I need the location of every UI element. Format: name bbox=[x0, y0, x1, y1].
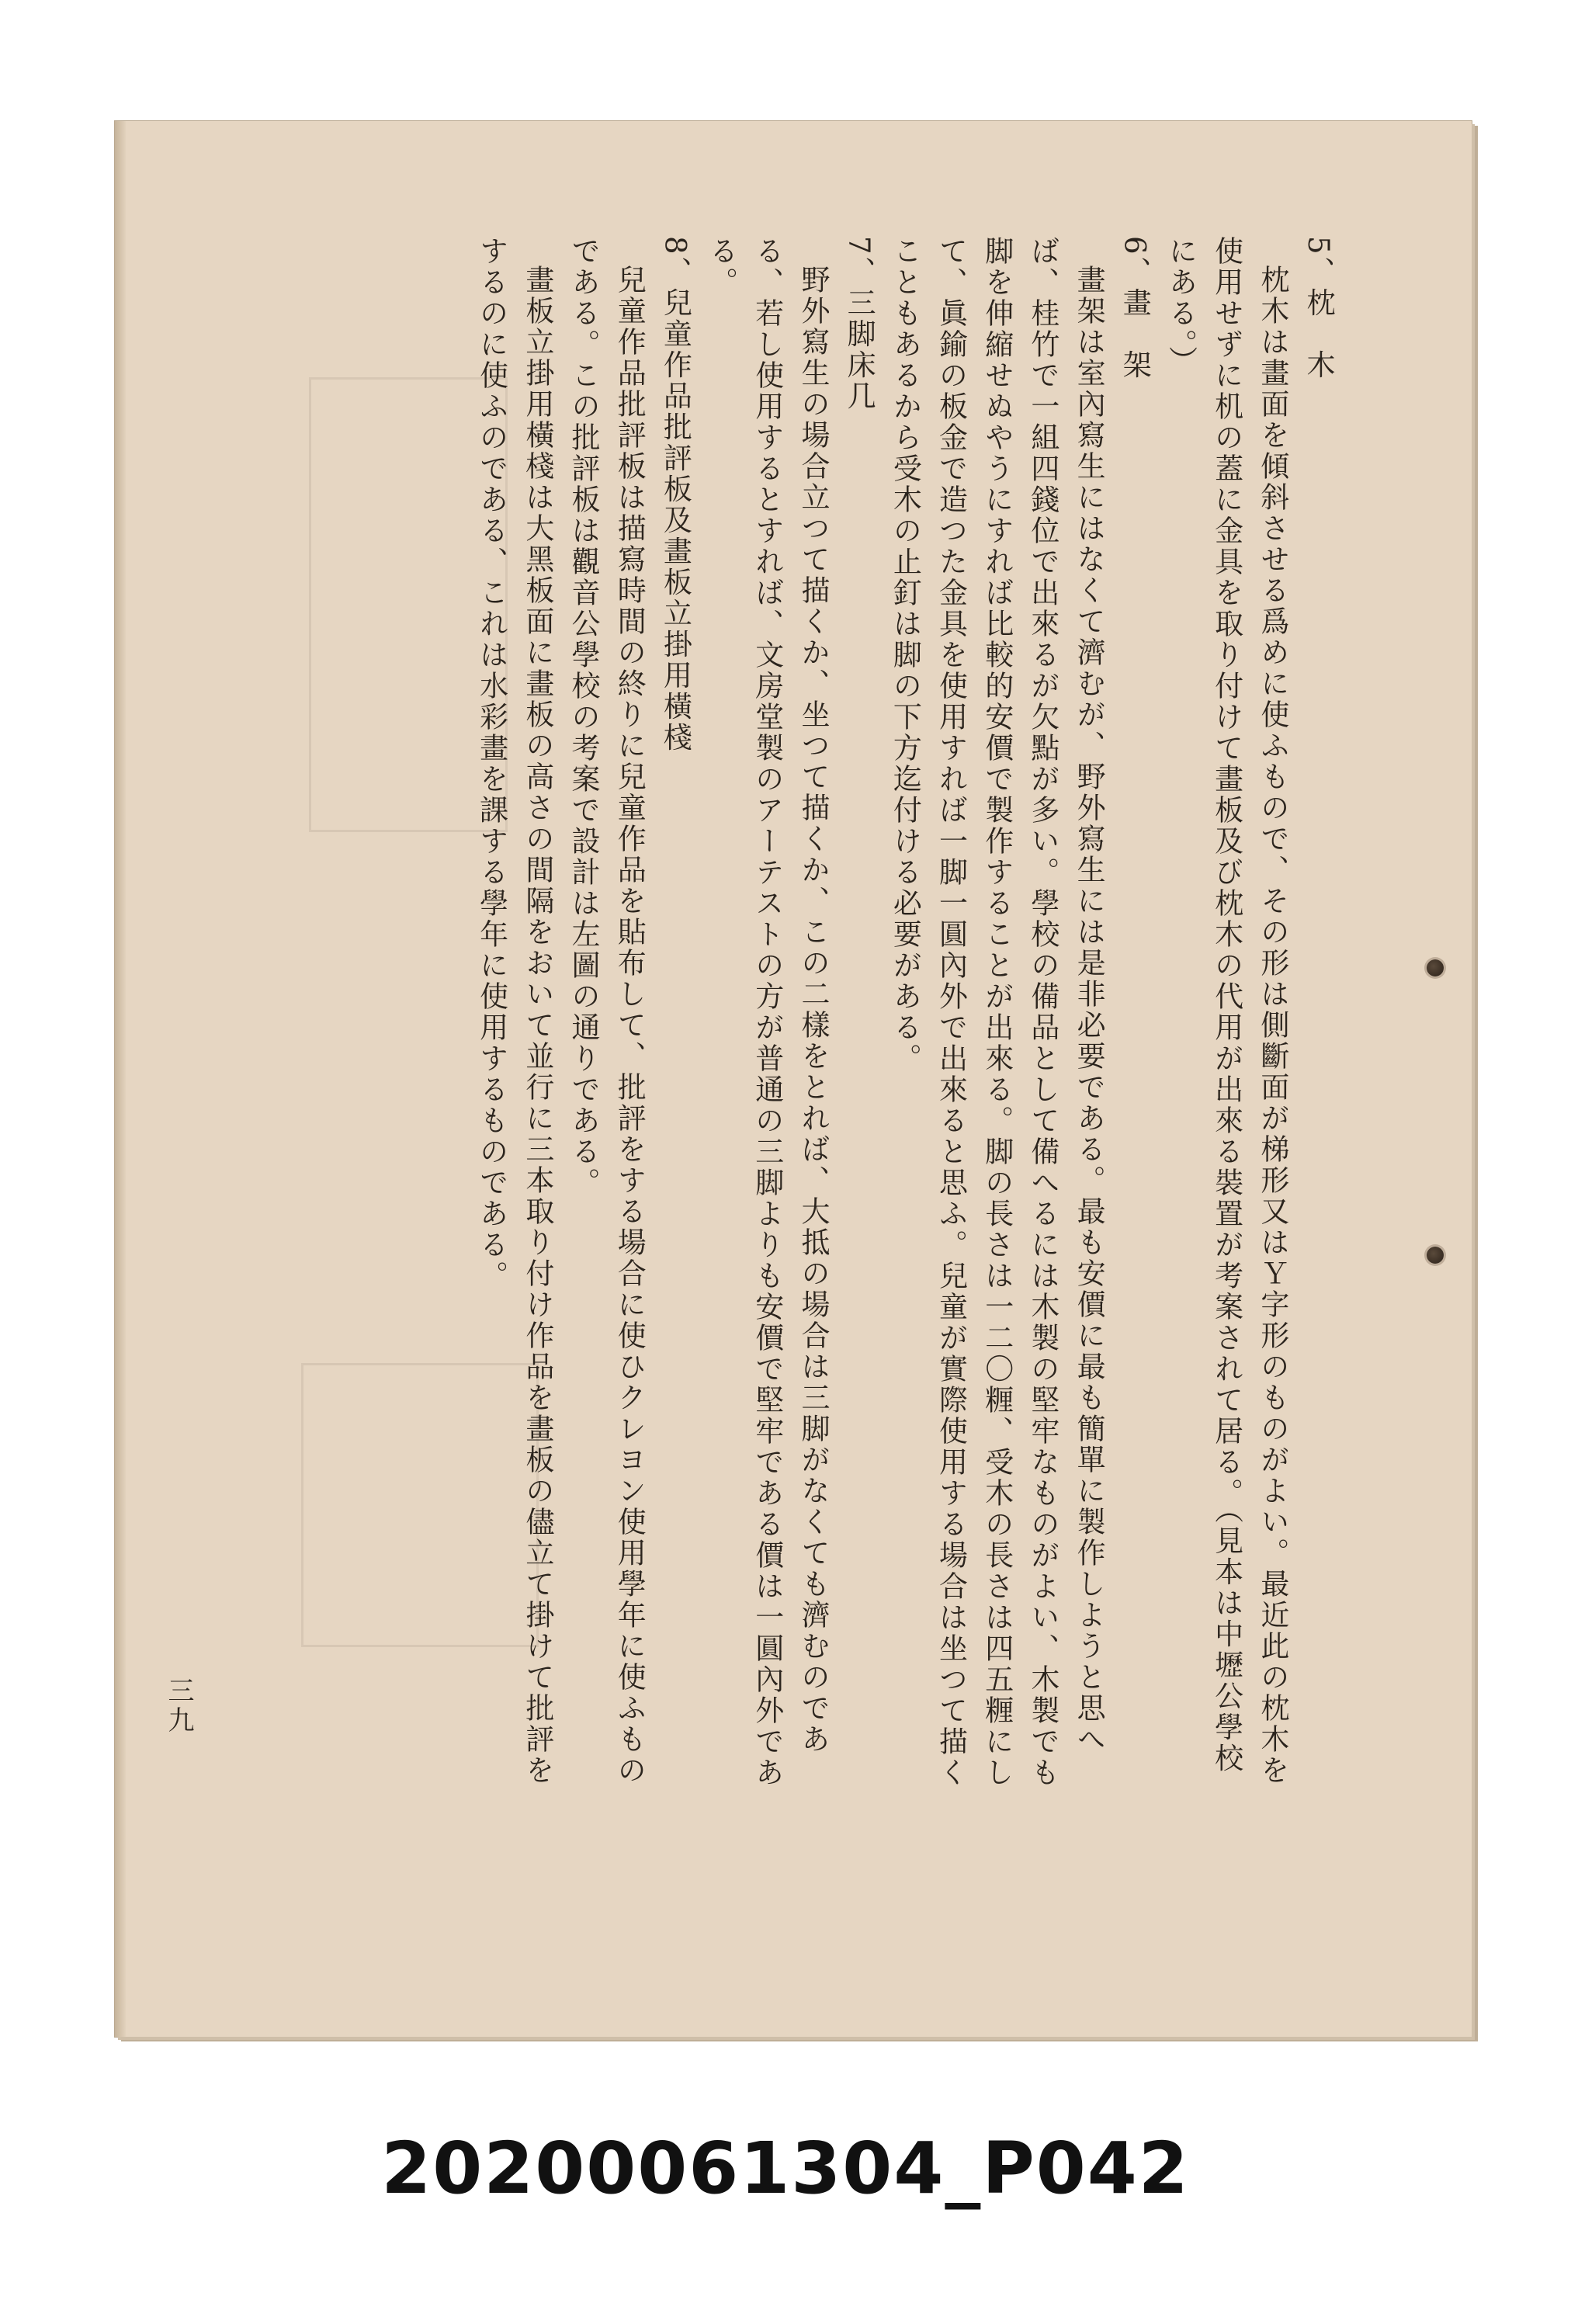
scanned-page bbox=[115, 121, 1472, 2037]
binding-hole-upper bbox=[1427, 959, 1444, 976]
page-edge bbox=[115, 121, 126, 2037]
page-number: 三九 bbox=[163, 1677, 194, 1736]
section-body-easel: 畫架は室內寫生にはなくて濟むが、野外寫生には是非必要である。最も安價に最も簡單に製作しようと思へば、桂竹で一組四錢位で出來るが欠點が多い。學校の備品として備へるには木製の堅牢なものがよい、木製でも脚を伸縮せぬやうにすれば比較的安價で製作することが出來る。脚の長さは一二〇糎、受木の長さは四五糎にして、眞鍮の板金で造つた金具を使用すれば一脚一圓內外で出來ると思ふ。兒童が實際使用する場合は坐つて描くこともあるから受木の止釘は脚の下方迄付ける必要がある。 bbox=[888, 236, 1106, 1788]
section-heading-stool: 7、三脚床几 bbox=[842, 236, 876, 412]
section-heading-critique-board: 8、兒童作品批評板及畫板立掛用橫棧 bbox=[658, 236, 692, 754]
vertical-text-body bbox=[332, 236, 1341, 1804]
archive-id-caption: 20200061304_P042 bbox=[381, 2127, 1190, 2210]
section-body-critique-board-1: 兒童作品批評板は描寫時間の終りに兒童作品を貼布して、批評をする場合に使ひクレヨン使用學年に使ふものである。この批評板は觀音公學校の考案で設計は左圖の通りである。 bbox=[567, 236, 647, 1786]
section-body-pillow: 枕木は畫面を傾斜させる爲めに使ふもので、その形は側斷面が梯形又はＹ字形のものがよい。最近此の枕木を使用せずに机の蓋に金具を取り付けて畫板及び枕木の代用が出來る裝置が考案されて居る。（見本は中壢公學校にある。） bbox=[1164, 236, 1289, 1786]
section-heading-easel: 6、畫 架 bbox=[1118, 236, 1152, 381]
binding-hole-lower bbox=[1427, 1247, 1444, 1264]
section-body-stool: 野外寫生の場合立つて描くか、坐つて描くか、この二樣をとれば、大抵の場合は三脚がなくても濟むのである、若し使用するとすれば、文房堂製のアーテストの方が普通の三脚よりも安價で堅牢である價は一圓內外である。 bbox=[704, 236, 830, 1788]
section-body-critique-board-2: 畫板立掛用橫棧は大黑板面に畫板の高さの間隔をおいて並行に三本取り付け作品を畫板の儘立て掛けて批評をするのに使ふのである、これは水彩畫を課する學年に使用するものである。 bbox=[474, 236, 554, 1786]
section-heading-pillow: 5、枕 木 bbox=[1302, 236, 1335, 381]
